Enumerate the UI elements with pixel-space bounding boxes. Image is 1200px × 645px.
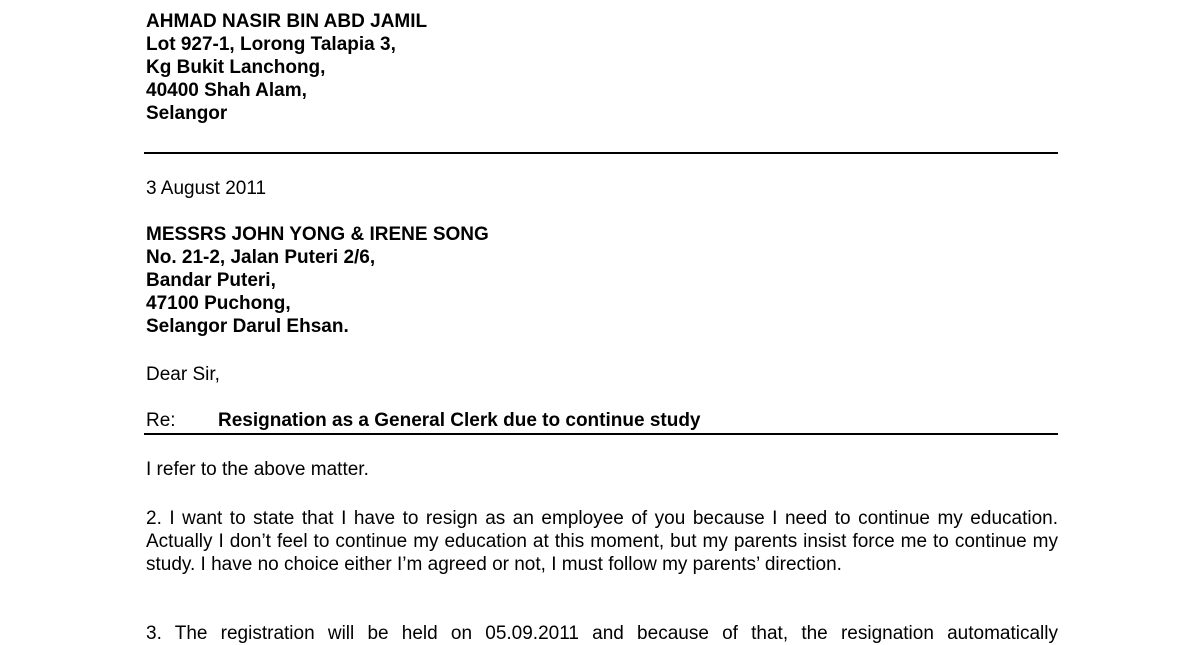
- recipient-name: MESSRS JOHN YONG & IRENE SONG: [146, 224, 489, 245]
- sender-address-line: Selangor: [146, 103, 228, 124]
- intro-block: [146, 458, 1058, 481]
- sender-name: AHMAD NASIR BIN ABD JAMIL: [146, 11, 428, 32]
- letter-date-block: [146, 177, 1058, 200]
- recipient-address-line: Bandar Puteri,: [146, 270, 276, 291]
- recipient-address-line: 47100 Puchong,: [146, 293, 291, 314]
- subject-text: Resignation as a General Clerk due to continue study: [218, 410, 701, 431]
- recipient-address-line: No. 21-2, Jalan Puteri 2/6,: [146, 247, 376, 268]
- letterhead-divider: [144, 152, 1058, 154]
- sender-address-line: Kg Bukit Lanchong,: [146, 57, 326, 78]
- letter-date: 3 August 2011: [146, 178, 267, 199]
- salutation: Dear Sir,: [146, 364, 220, 385]
- recipient-block: [146, 223, 1058, 338]
- sender-address-line: 40400 Shah Alam,: [146, 80, 307, 101]
- body-paragraph-3: 3. The registration will be held on 05.09.2011 and because of that, the resignation automatically: [146, 623, 1058, 644]
- sender-address-line: Lot 927-1, Lorong Talapia 3,: [146, 34, 396, 55]
- paragraph-2-block: [146, 507, 1058, 576]
- subject-underline: [144, 433, 1058, 435]
- intro-paragraph: I refer to the above matter.: [146, 459, 369, 480]
- subject-prefix: Re:: [146, 410, 176, 431]
- recipient-address-line: Selangor Darul Ehsan.: [146, 316, 349, 337]
- body-paragraph-2: 2. I want to state that I have to resign as an employee of you because I need to continue my education. Actually I don’t feel to continue my education at this moment, but my parents insist force me to continue my study. I have no choice either I’m agreed or not, I must follow my parents’ direction.: [146, 508, 1058, 575]
- paragraph-3-block: [146, 622, 1058, 645]
- sender-block: [146, 10, 1058, 125]
- salutation-block: [146, 363, 1058, 386]
- subject-line: [146, 409, 1058, 432]
